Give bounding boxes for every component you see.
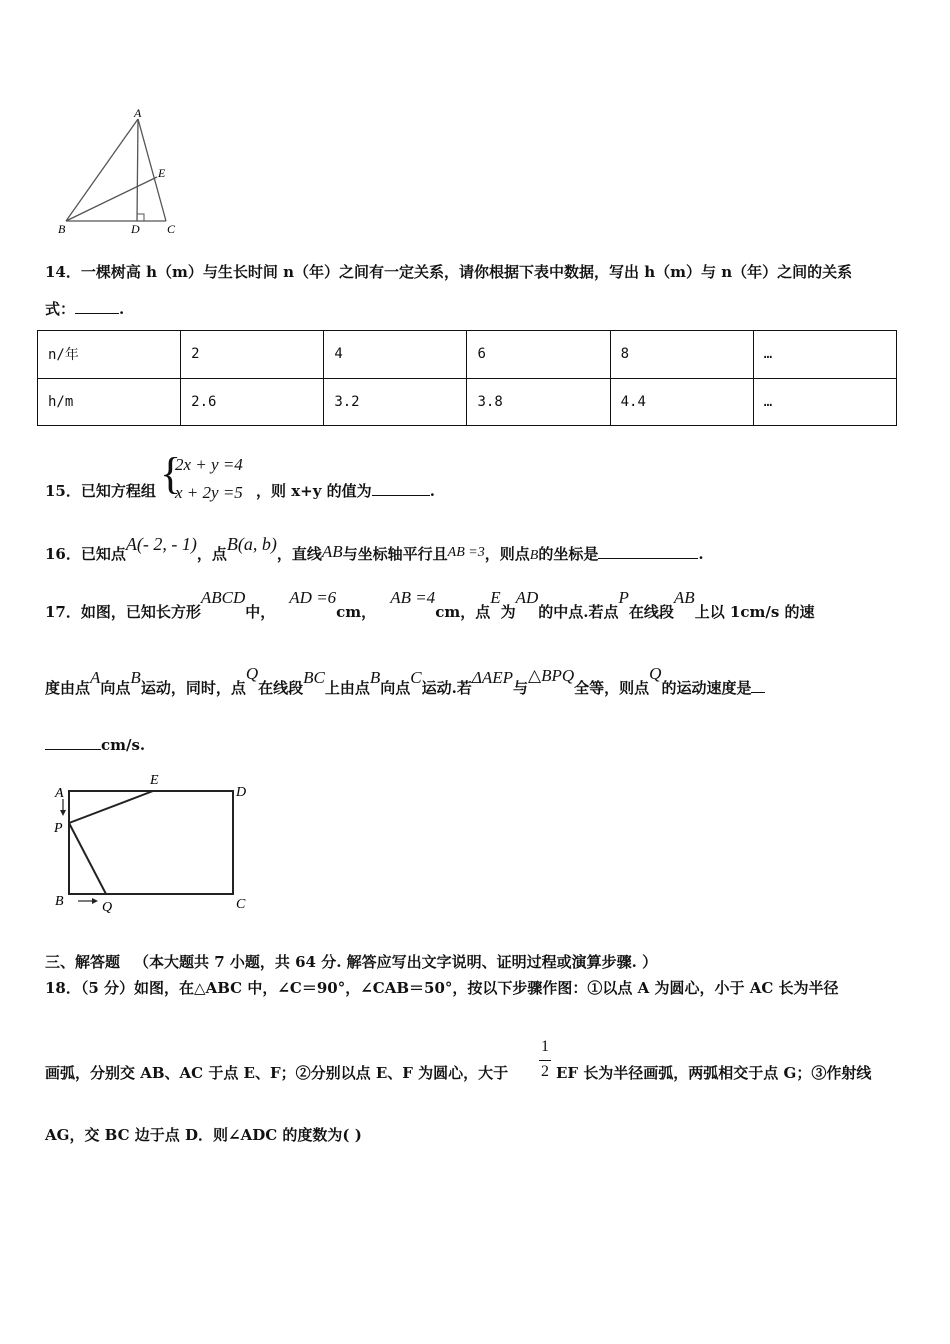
q15-end: . (429, 482, 435, 500)
table-row (38, 378, 897, 426)
q17-text: 在线段 (628, 603, 674, 621)
q17-text: 在线段 (258, 679, 304, 697)
q17-text: 中， (245, 603, 276, 621)
q17-tri-bpq: △BPQ (528, 666, 575, 685)
table-cell: h/m (38, 378, 181, 426)
q17-line1 (45, 588, 815, 627)
table-cell: 3.2 (324, 378, 467, 426)
label-b: B (58, 222, 66, 236)
q17-text: 运动，同时，点 (140, 679, 246, 697)
section-3-title: 三、解答题 (45, 953, 121, 971)
q16-prefix: 16．已知点 (45, 545, 126, 563)
q16-text: 的坐标是 (538, 545, 599, 563)
q15-prefix: 15．已知方程组 (45, 482, 156, 500)
q17-rect: ABCD (200, 588, 246, 607)
q17-text: 度由点 (45, 679, 91, 697)
q18-fraction-bar (539, 1060, 551, 1061)
q16-text: 与坐标轴平行且 (342, 545, 448, 563)
q17-text: 与 (513, 679, 529, 697)
q16-condition: AB =3 (447, 545, 485, 560)
label-q: Q (102, 900, 113, 915)
label-d: D (131, 222, 140, 236)
table-cell: 3.8 (467, 378, 610, 426)
q17-ad: AD =6 (289, 588, 337, 607)
q17-text: 的中点.若点 (538, 603, 619, 621)
table-cell: 8 (610, 331, 753, 379)
table-cell: n/年 (38, 331, 181, 379)
q17-text: 上由点 (324, 679, 370, 697)
q17-b: B (130, 668, 141, 687)
label-c: C (167, 222, 176, 236)
q14-answer-blank (75, 299, 119, 314)
right-angle-mark (137, 214, 144, 221)
q17-p: P (618, 588, 629, 607)
q17-ab: AB =4 (390, 588, 436, 607)
q17-bc: BC (303, 668, 325, 687)
q16-b: B (529, 548, 539, 563)
table-cell: 4.4 (610, 378, 753, 426)
segment-pq (69, 823, 106, 894)
table-cell: 4 (324, 331, 467, 379)
q17-line2 (45, 664, 765, 703)
q15-eq1: 2x + y =4 (175, 455, 243, 474)
q14-line2-prefix: 式： (45, 300, 76, 318)
q17-text: 运动.若 (421, 679, 472, 697)
segment-pe (69, 791, 153, 823)
q17-text: 上以 1cm/s 的速 (694, 603, 815, 621)
segment-ab (66, 119, 138, 221)
q17-answer-blank-part2 (45, 735, 101, 750)
label-d: D (236, 785, 247, 800)
q14-line2 (45, 299, 124, 319)
table-row (38, 331, 897, 379)
q16-point-b: B(a, b) (226, 534, 277, 554)
q18-line1: 18．（5 分）如图，在△ABC 中，∠C＝90°，∠CAB＝50°，按以下步骤作图：①以点 A 为圆心，小于 AC 长为半径 (45, 979, 839, 997)
section-3-note: （本大题共 7 小题，共 64 分. 解答应写出文字说明、证明过程或演算步骤. ） (134, 953, 658, 971)
table-cell: … (753, 378, 896, 426)
q17-text: 向点 (380, 679, 411, 697)
altitude-ad (137, 119, 138, 221)
table-cell: 6 (467, 331, 610, 379)
q16-line (45, 534, 704, 571)
q17-ab2: AB (673, 588, 695, 607)
q15-suffix: ，则 x+y 的值为 (256, 482, 372, 500)
q14-table (37, 330, 897, 426)
q17-text: cm，点 (435, 603, 491, 621)
label-a: A (134, 106, 142, 120)
q17-b2: B (369, 668, 381, 687)
label-a: A (55, 786, 64, 801)
q15-tail (256, 481, 435, 501)
table-cell: 2 (181, 331, 324, 379)
q17-e: E (490, 588, 501, 607)
rectangle-abcd (69, 791, 233, 894)
arrow-right-head (92, 898, 98, 904)
table-cell: … (753, 331, 896, 379)
q16-end: . (698, 545, 704, 563)
q17-q2: Q (649, 664, 662, 683)
q17-text: 为 (500, 603, 516, 621)
q17-ad2: AD (515, 588, 539, 607)
label-b: B (55, 894, 64, 909)
section-3-heading (45, 952, 657, 972)
q16-answer-blank (598, 544, 698, 559)
q17-answer-blank-part1 (751, 678, 765, 693)
q16-text: ，直线 (276, 545, 322, 563)
q16-point-a: A(- 2, - 1) (125, 534, 197, 554)
q17-c: C (410, 668, 422, 687)
q17-text: 向点 (100, 679, 131, 697)
q18-line2-suffix: EF 长为半径画弧，两弧相交于点 G；③作射线 (556, 1064, 872, 1082)
q15-answer-blank (372, 481, 430, 496)
q16-text: ，点 (196, 545, 227, 563)
label-e: E (158, 166, 166, 180)
q17-q: Q (245, 664, 259, 683)
q17-a: A (90, 668, 101, 687)
system-brace: { (160, 449, 182, 498)
q17-text: cm， (336, 603, 377, 621)
q17-text: 全等，则点 (574, 679, 650, 697)
q16-text: ，则点 (484, 545, 530, 563)
triangle-figure (50, 105, 185, 240)
q17-text: 的运动速度是 (661, 679, 752, 697)
q17-unit: cm/s. (101, 736, 146, 754)
table-cell: 2.6 (181, 378, 324, 426)
label-p: P (54, 821, 63, 836)
q17-tri-aep: ΔAEP (471, 668, 513, 687)
q15-eq2: x + 2y =5 (175, 483, 243, 502)
q18-line3: AG，交 BC 边于点 D．则∠ADC 的度数为( ) (45, 1126, 362, 1144)
rectangle-figure (50, 770, 260, 915)
q17-text: 17．如图，已知长方形 (45, 603, 201, 621)
q16-line-ab: AB (321, 542, 343, 561)
label-e: E (150, 773, 159, 788)
q18-line2-prefix: 画弧，分别交 AB、AC 于点 E、F；②分别以点 E、F 为圆心，大于 (45, 1064, 509, 1082)
q17-line3 (45, 735, 145, 755)
q14-line1: 14．一棵树高 h（m）与生长时间 n（年）之间有一定关系，请你根据下表中数据，写出 h（m）与 n（年）之间的关系 (45, 263, 853, 281)
label-c: C (236, 897, 246, 912)
q18-fraction-denominator: 2 (541, 1063, 549, 1080)
arrow-down-head (60, 810, 66, 816)
q18-fraction-numerator: 1 (541, 1038, 549, 1055)
q14-line2-suffix: . (119, 300, 125, 318)
